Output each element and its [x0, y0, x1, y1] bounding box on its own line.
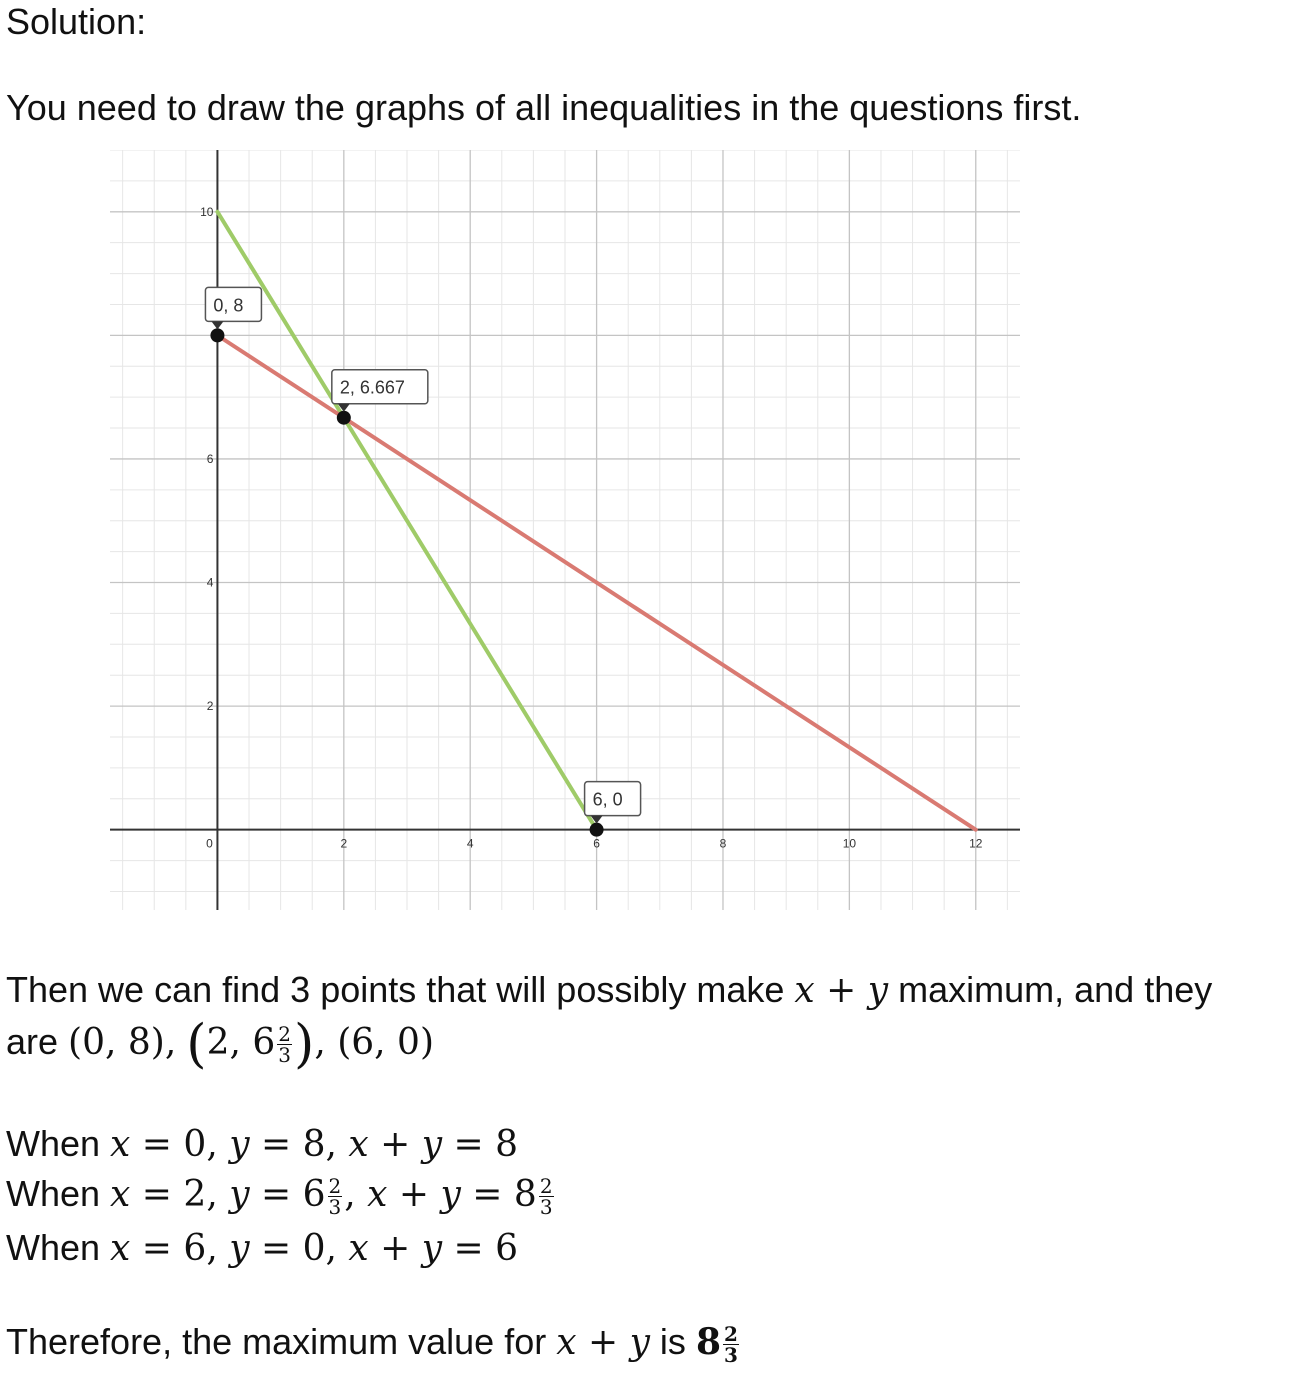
point-label: 2, 6.667: [339, 377, 405, 398]
points-intro-line2: are (0, 8), (2, 6 $\frac{2}{3}$ ), (6, 0): [6, 1014, 434, 1075]
x-tick-label: 8: [719, 836, 727, 851]
point-marker: [210, 328, 224, 342]
fraction-two-thirds: $\frac{2}{3}$: [278, 1021, 292, 1067]
y-tick-label: 2: [206, 699, 214, 714]
point-6-0: , (6, 0): [314, 1022, 434, 1063]
fraction-two-thirds: $\frac{2}{3}$: [724, 1321, 738, 1367]
point-label: 6, 0: [592, 789, 623, 810]
points-intro-line1: Then we can find 3 points that will possibly make x + y maximum, and they: [6, 969, 1213, 1011]
point-label: 0, 8: [213, 295, 244, 316]
expr-x-plus-y: x + y: [794, 970, 889, 1011]
point-label-pointer: [211, 321, 223, 329]
case-row: When x = 0, y = 8, x + y = 8: [6, 1123, 519, 1165]
x-tick-label: 6: [593, 836, 600, 851]
conclusion-text: Therefore, the maximum value for x + y is 8 $\frac{2}{3}$: [6, 1321, 738, 1367]
y-tick-label: 4: [206, 575, 214, 590]
fraction-two-thirds: $\frac{2}{3}$: [328, 1173, 342, 1219]
inequality-graph: [110, 150, 1020, 910]
x-tick-label: 0: [206, 836, 213, 851]
y-tick-label: 6: [206, 451, 214, 466]
intro-text: You need to draw the graphs of all inequalities in the questions first.: [6, 87, 1082, 128]
y-tick-label: 10: [200, 204, 214, 219]
x-tick-label: 4: [466, 836, 474, 851]
point-0-8: (0, 8),: [68, 1022, 177, 1063]
point-marker: [590, 823, 604, 837]
x-tick-label: 12: [969, 836, 983, 851]
fraction-two-thirds: $\frac{2}{3}$: [539, 1173, 553, 1219]
point-marker: [337, 411, 351, 425]
solution-heading: Solution:: [6, 1, 147, 42]
point-2-6-2-3: 2, 6: [206, 1022, 276, 1063]
max-value: 8: [695, 1321, 721, 1363]
x-tick-label: 2: [340, 836, 348, 851]
case-row: When x = 2, y = 6 $\frac{2}{3}$ , x + y = 8 $\frac{2}{3}$: [6, 1173, 553, 1219]
case-row: When x = 6, y = 0, x + y = 6: [6, 1227, 519, 1269]
x-tick-label: 10: [842, 836, 857, 851]
